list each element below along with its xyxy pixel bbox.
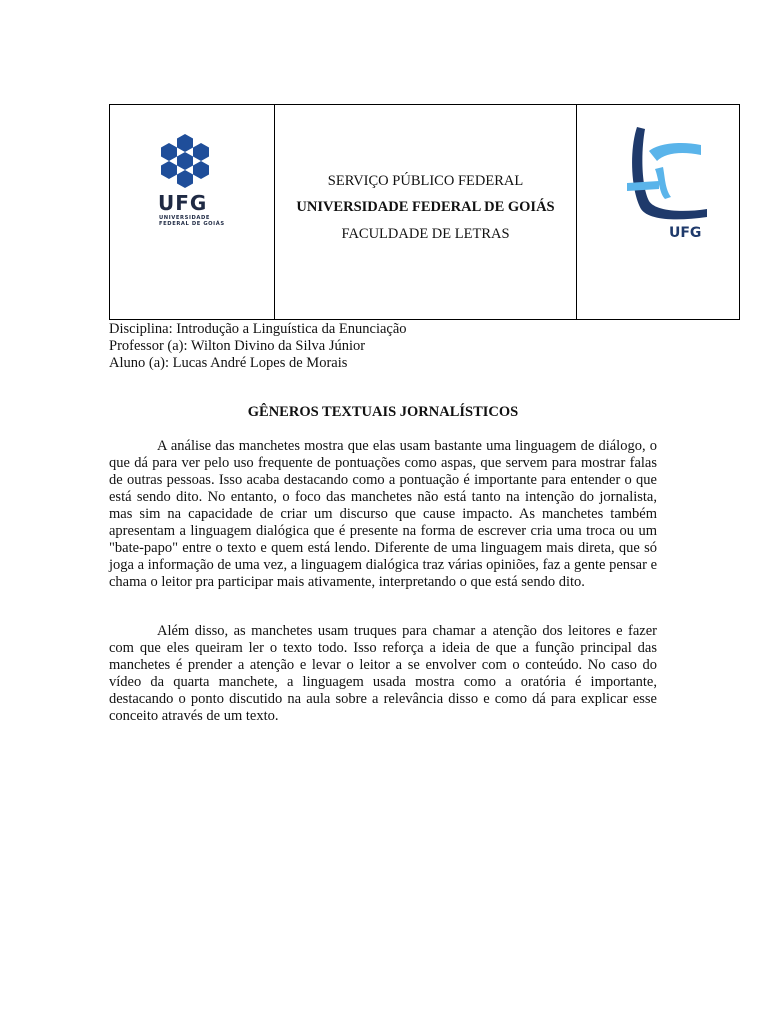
header-left-cell [110,105,275,319]
course-info [109,321,407,372]
discipline-line: Disciplina: Introdução a Linguística da Enunciação [109,321,407,337]
paragraph-2: Além disso, as manchetes usam truques para chamar a atenção dos leitores e fazer com que eles queiram ler o texto todo. Isso reforça a ideia de que a função principal das manchetes é prender a atenção e levar o leitor a se envolver com o conteúdo. No caso do vídeo da quarta manchete, a linguagem usada mostra como a oratória é importante, destacando o ponto discutido na aula sobre a relevância disso e como dá para explicar esse conceito através de um texto. [109,623,657,724]
ufg-wordmark: UFG [158,191,208,215]
header-university-line: UNIVERSIDADE FEDERAL DE GOIÁS [296,199,555,215]
fl-logo-wordmark: UFG [669,225,702,239]
header-table [109,104,740,320]
header-service-line: SERVIÇO PÚBLICO FEDERAL [327,173,524,189]
document-title: GÊNEROS TEXTUAIS JORNALÍSTICOS [247,404,519,420]
header-right-cell [577,105,739,319]
ufg-subtitle-line1: UNIVERSIDADE [159,215,211,221]
student-line: Aluno (a): Lucas André Lopes de Morais [109,355,348,371]
faculdade-letras-logo-icon [619,121,709,239]
header-faculty-line: FACULDADE DE LETRAS [341,226,510,242]
ufg-subtitle-line2: FEDERAL DE GOIÁS [159,221,225,227]
professor-line: Professor (a): Wilton Divino da Silva Júnior [109,338,366,354]
header-center-cell [275,105,577,319]
paragraph-1: A análise das manchetes mostra que elas usam bastante uma linguagem de diálogo, o que dá para ver pelo uso frequente de pontuações como aspas, que servem para mostrar falas de outras pessoas. Isso acaba destacando como a pontuação é importante para entender o que está sendo dito. No entanto, o foco das manchetes não está tanto na intenção do jornalista, mas sim na capacidade de criar um discurso que cause impacto. As manchetes também apresentam a linguagem dialógica que é presente na forma de escrever cria uma troca ou um "bate-papo" entre o texto e quem está lendo. Diferente de uma linguagem mais direta, que só joga a informação de uma vez, a linguagem dialógica traz várias opiniões, faz a gente pensar e chama o leitor pra participar mais ativamente, interpretando o que está sendo dito. [109,438,657,590]
